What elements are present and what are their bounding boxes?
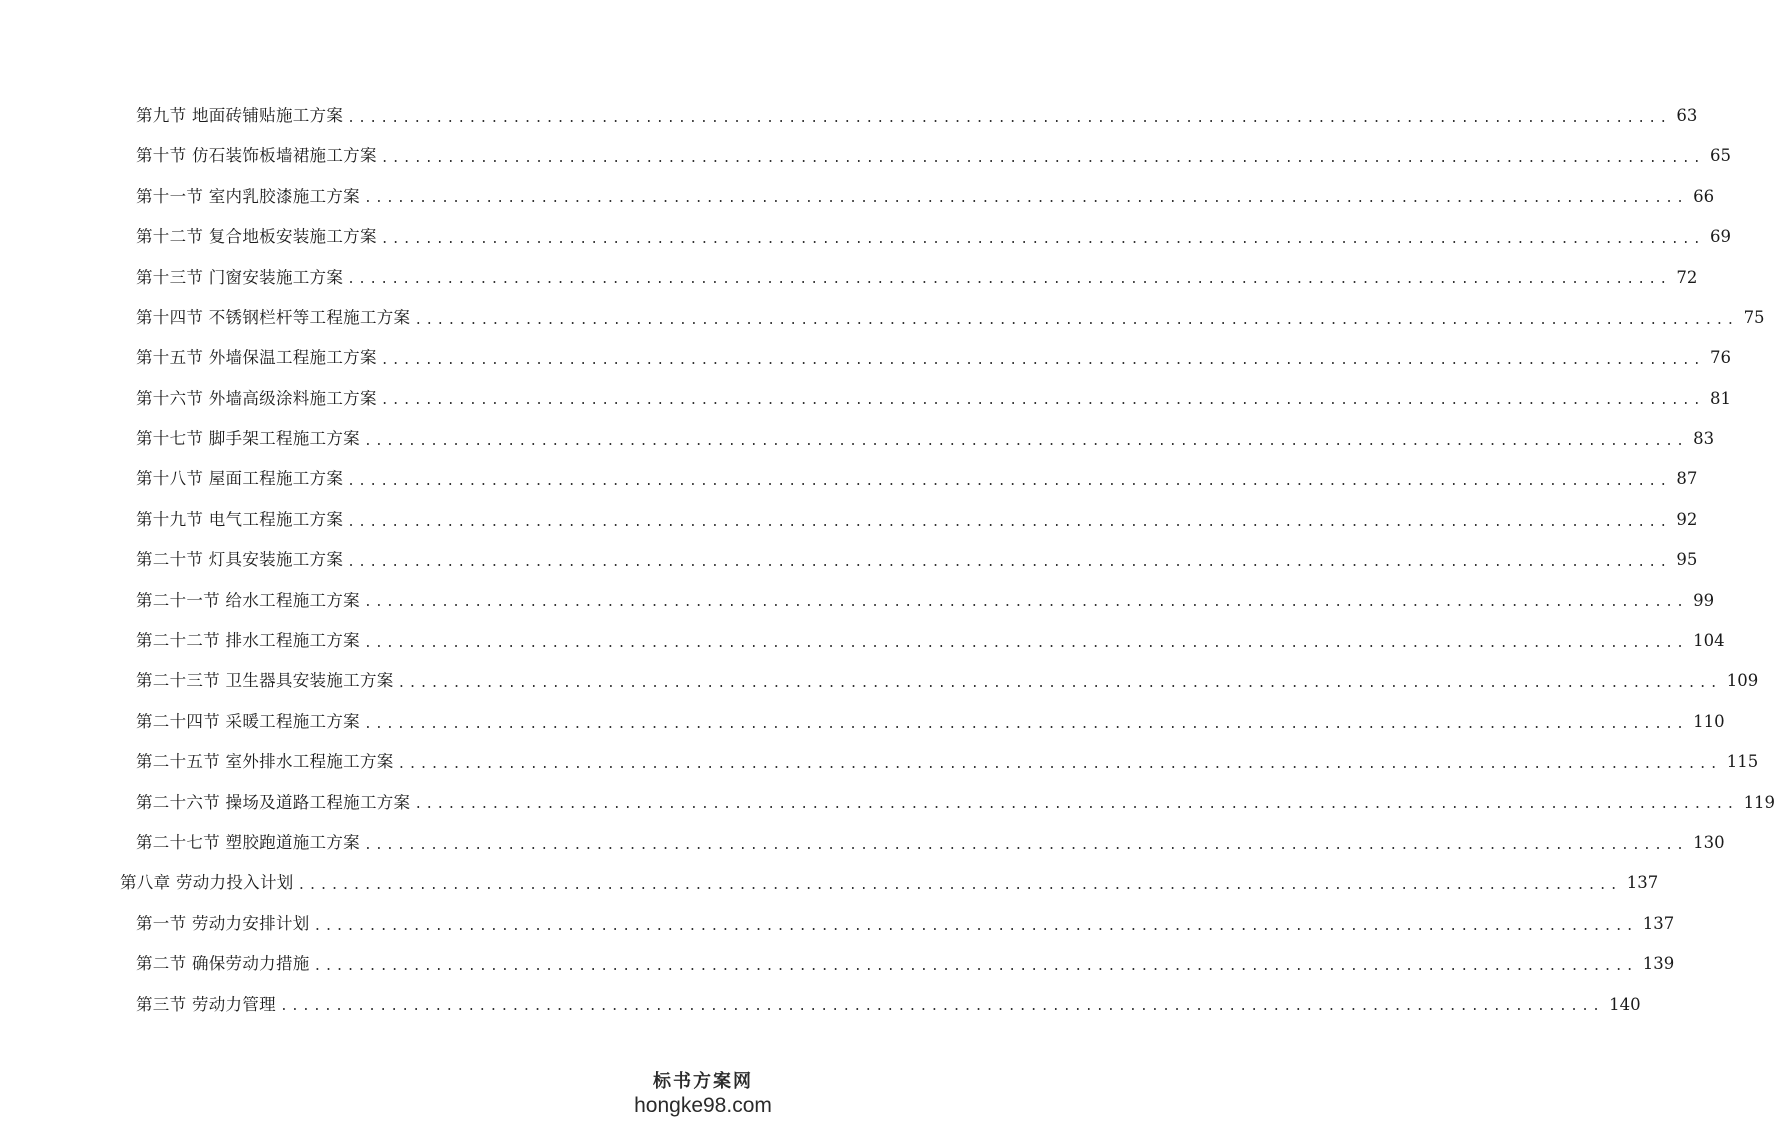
- toc-section-entry[interactable]: [136, 177, 1715, 217]
- toc-section-entry[interactable]: [136, 742, 1759, 782]
- toc-dot-leader: ........................................................................................................................: [414, 797, 1738, 813]
- toc-dot-leader: ........................................................................................................................: [363, 716, 1688, 732]
- toc-dot-leader: ........................................................................................................................: [380, 231, 1704, 247]
- toc-page-number: 63: [1676, 105, 1698, 125]
- toc-page-number: 140: [1609, 994, 1641, 1014]
- toc-page-number: 139: [1642, 954, 1675, 974]
- toc-section-entry[interactable]: [136, 217, 1731, 257]
- toc-dot-leader: ........................................................................................................................: [397, 756, 1721, 772]
- toc-entry-title: 第二十六节 操场及道路工程施工方案: [136, 792, 411, 812]
- toc-page-number: 137: [1642, 913, 1675, 933]
- toc-dot-leader: ........................................................................................................................: [347, 474, 1671, 490]
- toc-entry-title: 第十三节 门窗安装施工方案: [136, 267, 344, 287]
- toc-section-entry[interactable]: [136, 661, 1759, 701]
- table-of-contents: [0, 96, 1775, 1025]
- toc-dot-leader: ........................................................................................................................: [347, 272, 1671, 288]
- toc-entry-title: 第十七节 脚手架工程施工方案: [136, 429, 360, 449]
- toc-section-entry[interactable]: [136, 96, 1698, 136]
- toc-section-entry[interactable]: [136, 783, 1775, 823]
- toc-section-entry[interactable]: [136, 904, 1675, 944]
- toc-page-number: 75: [1743, 307, 1765, 327]
- toc-dot-leader: ........................................................................................................................: [363, 191, 1688, 207]
- toc-dot-leader: ........................................................................................................................: [414, 312, 1738, 328]
- toc-section-entry[interactable]: [136, 944, 1675, 984]
- toc-page-number: 69: [1709, 227, 1731, 247]
- toc-entry-title: 第二十七节 塑胶跑道施工方案: [136, 832, 360, 852]
- toc-page-number: 109: [1726, 671, 1759, 691]
- toc-entry-title: 第三节 劳动力管理: [136, 994, 276, 1014]
- toc-page-number: 66: [1693, 186, 1715, 206]
- toc-section-entry[interactable]: [136, 581, 1715, 621]
- toc-dot-leader: ........................................................................................................................: [380, 151, 1704, 167]
- toc-dot-leader: ........................................................................................................................: [347, 110, 1671, 126]
- toc-page-number: 92: [1676, 509, 1698, 529]
- toc-entry-title: 第二十一节 给水工程施工方案: [136, 590, 360, 610]
- toc-entry-title: 第二十三节 卫生器具安装施工方案: [136, 671, 394, 691]
- toc-entry-title: 第二十节 灯具安装施工方案: [136, 550, 344, 570]
- toc-entry-title: 第二节 确保劳动力措施: [136, 954, 310, 974]
- toc-page-number: 104: [1693, 631, 1725, 651]
- toc-entry-title: 第十八节 屋面工程施工方案: [136, 469, 344, 489]
- toc-entry-title: 第十五节 外墙保温工程施工方案: [136, 348, 377, 368]
- toc-page-number: 65: [1709, 146, 1731, 166]
- toc-page-number: 87: [1676, 469, 1698, 489]
- toc-section-entry[interactable]: [136, 500, 1698, 540]
- toc-section-entry[interactable]: [136, 702, 1725, 742]
- toc-entry-title: 第二十二节 排水工程施工方案: [136, 631, 360, 651]
- toc-section-entry[interactable]: [136, 338, 1731, 378]
- toc-page-number: 83: [1693, 429, 1715, 449]
- toc-page-number: 130: [1693, 832, 1725, 852]
- toc-dot-leader: ........................................................................................................................: [363, 837, 1688, 853]
- toc-dot-leader: ........................................................................................................................: [363, 433, 1688, 449]
- toc-page-number: 81: [1709, 388, 1731, 408]
- toc-dot-leader: ........................................................................................................................: [380, 393, 1704, 409]
- toc-page-number: 137: [1626, 873, 1659, 893]
- toc-entry-title: 第十节 仿石装饰板墙裙施工方案: [136, 146, 377, 166]
- toc-dot-leader: ........................................................................................................................: [380, 353, 1704, 369]
- toc-dot-leader: ........................................................................................................................: [313, 958, 1637, 974]
- toc-dot-leader: ........................................................................................................................: [313, 918, 1637, 934]
- watermark-title: 标书方案网: [653, 1071, 753, 1092]
- toc-entry-title: 第一节 劳动力安排计划: [136, 913, 310, 933]
- toc-entry-title: 第二十五节 室外排水工程施工方案: [136, 752, 394, 772]
- toc-section-entry[interactable]: [136, 298, 1765, 338]
- toc-dot-leader: ........................................................................................................................: [363, 595, 1688, 611]
- toc-section-entry[interactable]: [136, 823, 1725, 863]
- toc-entry-title: 第十九节 电气工程施工方案: [136, 509, 344, 529]
- toc-dot-leader: ........................................................................................................................: [297, 878, 1621, 894]
- toc-entry-title: 第八章 劳动力投入计划: [120, 873, 294, 893]
- toc-section-entry[interactable]: [136, 460, 1698, 500]
- toc-page-number: 76: [1709, 348, 1731, 368]
- toc-chapter-entry[interactable]: [120, 863, 1659, 903]
- toc-page-number: 119: [1743, 792, 1775, 812]
- toc-dot-leader: ........................................................................................................................: [279, 999, 1604, 1015]
- toc-entry-title: 第十二节 复合地板安装施工方案: [136, 227, 377, 247]
- toc-section-entry[interactable]: [136, 258, 1698, 298]
- toc-dot-leader: ........................................................................................................................: [363, 635, 1688, 651]
- toc-dot-leader: ........................................................................................................................: [347, 554, 1671, 570]
- toc-page-number: 95: [1676, 550, 1698, 570]
- toc-entry-title: 第二十四节 采暖工程施工方案: [136, 711, 360, 731]
- toc-entry-title: 第十一节 室内乳胶漆施工方案: [136, 186, 360, 206]
- toc-entry-title: 第十六节 外墙高级涂料施工方案: [136, 388, 377, 408]
- watermark-logo: [633, 1067, 773, 1118]
- toc-section-entry[interactable]: [136, 540, 1698, 580]
- toc-page-number: 115: [1726, 752, 1759, 772]
- toc-dot-leader: ........................................................................................................................: [397, 676, 1721, 692]
- toc-entry-title: 第九节 地面砖铺贴施工方案: [136, 105, 344, 125]
- toc-entry-title: 第十四节 不锈钢栏杆等工程施工方案: [136, 307, 411, 327]
- toc-section-entry[interactable]: [136, 621, 1725, 661]
- toc-section-entry[interactable]: [136, 379, 1731, 419]
- toc-page-number: 72: [1676, 267, 1698, 287]
- toc-section-entry[interactable]: [136, 136, 1731, 176]
- toc-page-number: 110: [1693, 711, 1725, 731]
- toc-section-entry[interactable]: [136, 985, 1641, 1025]
- toc-section-entry[interactable]: [136, 419, 1715, 459]
- toc-page-number: 99: [1693, 590, 1715, 610]
- watermark-url: hongke98.com: [634, 1094, 772, 1117]
- toc-dot-leader: ........................................................................................................................: [347, 514, 1671, 530]
